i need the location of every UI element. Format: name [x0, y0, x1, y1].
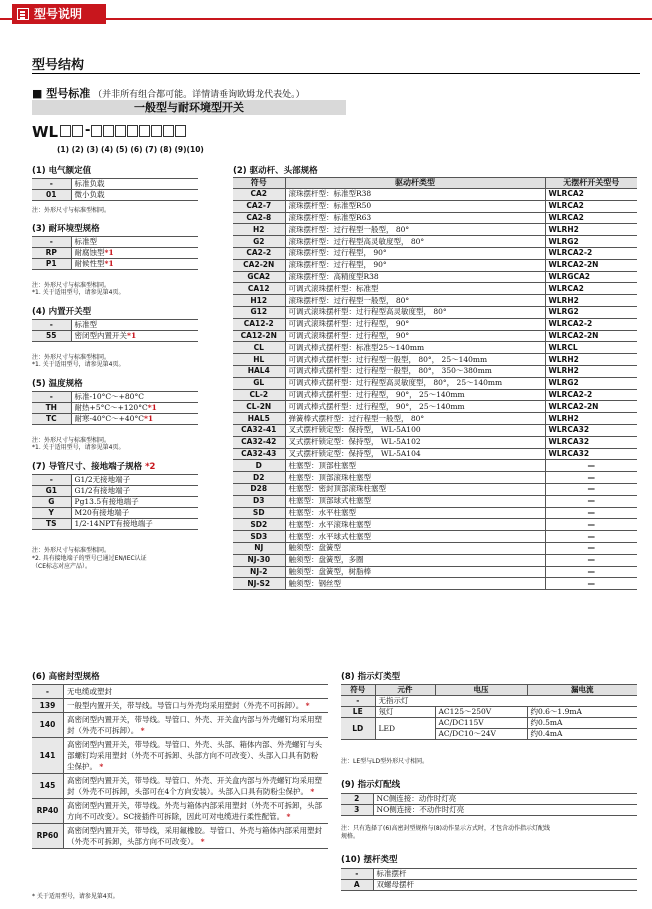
table-row: - G1/2无接地端子: [32, 475, 198, 486]
table-row: - 无指示灯: [341, 696, 637, 707]
s4-note1: 注：外形尺寸与标准型相同。: [32, 437, 111, 444]
standard-label: ■ 型号标准: [32, 87, 91, 100]
table-row: AC/DC10～24V 约0.4mA: [341, 729, 637, 740]
table-row: G12 可调式滚珠摆杆型：过行程型高灵敏度型， 80° WLRG2: [233, 306, 637, 318]
s9-table: [341, 793, 637, 816]
table-row: HAL5 弹簧棒式摆杆型：过行程型一般型， 80° WLRH2: [233, 413, 637, 425]
table-row: 139 一般型内置开关，带导线。导管口与外壳均采用塑封（外壳不可拆卸）。 *: [32, 699, 328, 713]
s3-note1: 注：外形尺寸与标准型相同。: [32, 354, 111, 361]
table-row: CL-2N 可调式棒式摆杆型：过行程型， 90°， 25～140mm WLRCA2-2N: [233, 401, 637, 413]
table-row: 141 高密闭型内置开关，带导线。导管口、外壳、头部、箱体内部、外壳螺钉与头部螺钉均采用塑封（外壳不可拆卸、头部方向不可改变）、头部入口具有防粉尘保护。 *: [32, 738, 328, 774]
table-row: CA2-2N 滚珠摆杆型：过行程型， 90° WLRCA2-2N: [233, 259, 637, 271]
table-row: SD3 柱塞型：水平球式柱塞型 —: [233, 531, 637, 543]
s2-note2: *1. 关于适用型号，请参见第4页。: [32, 289, 125, 296]
s1-note: 注：外形尺寸与标准型相同。: [32, 207, 111, 214]
s8-title: (8) 指示灯类型: [341, 672, 401, 682]
table-row: H2 滚珠摆杆型：过行程型一般型， 80° WLRH2: [233, 224, 637, 236]
table-row: H12 滚珠摆杆型：过行程型一般型， 80° WLRH2: [233, 295, 637, 307]
table-row: 01 微小负载: [32, 190, 198, 201]
title-rule: [32, 73, 640, 74]
table-row: RP40 高密闭型内置开关，带导线。外壳与箱体内部采用塑封（外壳不可拆卸，头部方向不可改变）。SC接插件可拆除，因此可对电缆进行柔性配管。 *: [32, 799, 328, 824]
table-row: CA2-2 滚珠摆杆型：过行程型， 90° WLRCA2-2: [233, 247, 637, 259]
s9-note1: 注：只有选择了(6)高密封型规格与(8)动作显示方式时，才包含动作指示灯配线: [341, 825, 550, 832]
page-title: 型号结构: [32, 58, 85, 73]
s3-note2: *1. 关于适用型号，请参见第4页。: [32, 361, 125, 368]
table-row: RP60 高密闭型内置开关，带导线，采用氟橡胶。导管口、外壳与箱体内部采用塑封（外壳不可拆卸，头部方向不可改变）。 *: [32, 824, 328, 849]
table-row: TS 1/2-14NPT有接地端子: [32, 519, 198, 530]
code-sep: -: [85, 123, 91, 138]
table-row: - 标准型: [32, 320, 198, 331]
s8-note: 注：LE型与LD型外形尺寸相同。: [341, 758, 429, 765]
seal-table: [32, 684, 328, 849]
table-row: CA2-7 滚珠摆杆型：标准型R50 WLRCA2: [233, 200, 637, 212]
table-row: RP 耐腐蚀型*1: [32, 248, 198, 259]
table-row: P1 耐候性型*1: [32, 259, 198, 270]
table-row: CL-2 可调式棒式摆杆型：过行程型， 90°， 25～140mm WLRCA2-2: [233, 389, 637, 401]
s5-note3: （CE标志对应产品）。: [32, 563, 91, 570]
s2-table: [32, 236, 198, 270]
table-row: CA12 可调式滚珠摆杆型：标准型 WLRCA2: [233, 283, 637, 295]
table-row: GCA2 滚珠摆杆型：高精度型R38 WLRGCA2: [233, 271, 637, 283]
table-row: 140 高密闭型内置开关，带导线。导管口、外壳、开关盒内部与外壳螺钉均采用塑封（外壳不可拆卸）。 *: [32, 713, 328, 738]
table-row: CA12-2 可调式滚珠摆杆型：过行程型， 90° WLRCA2-2: [233, 318, 637, 330]
table-row: SD 柱塞型：水平柱塞型 —: [233, 507, 637, 519]
table-row: HL 可调式棒式摆杆型：过行程型一般型， 80°， 25～140mm WLRH2: [233, 354, 637, 366]
s4-table: [32, 391, 198, 425]
table-row: TC 耐寒-40°C～+40°C*1: [32, 414, 198, 425]
table-row: CL 可调式棒式摆杆型：标准型25～140mm WLRCL: [233, 342, 637, 354]
table-row: 3 NO侧连接：不动作时灯亮: [341, 805, 637, 816]
table-row: G1 G1/2有接地端子: [32, 486, 198, 497]
table-row: HAL4 可调式棒式摆杆型：过行程型一般型， 80°， 350～380mm WLRH2: [233, 365, 637, 377]
code-boxes: [60, 125, 187, 137]
s1-title: (1) 电气额定值: [32, 166, 92, 176]
table-row: NJ 触须型：盘簧型 —: [233, 542, 637, 554]
table-row: NJ-30 触须型：盘簧型，多圈 —: [233, 554, 637, 566]
table-row: CA32-43 叉式摆杆锁定型：保持型， WL-5A104 WLRCA32: [233, 448, 637, 460]
standard-line: [32, 85, 305, 101]
table-row: LE 氖灯 AC125～250V 约0.6～1.9mA: [341, 707, 637, 718]
section-tab: [12, 4, 106, 24]
table-row: CA2 滚珠摆杆型：标准型R38 WLRCA2: [233, 189, 637, 201]
table-row: NJ-S2 触须型：钢丝型 —: [233, 578, 637, 590]
table-row: NJ-2 触须型：盘簧型，树脂棒 —: [233, 566, 637, 578]
table-row: D 柱塞型：顶部柱塞型 —: [233, 460, 637, 472]
s6-title: (6) 高密封型规格: [32, 672, 100, 682]
s4-title: (5) 温度规格: [32, 379, 83, 389]
table-row: CA2-8 滚珠摆杆型：标准型R63 WLRCA2: [233, 212, 637, 224]
s5-table: [32, 474, 198, 530]
s1-table: [32, 178, 198, 201]
standard-note: （并非所有组合都可能。详情请垂询欧姆龙代表处。）: [93, 90, 305, 100]
s10-title: (10) 摆杆类型: [341, 855, 398, 865]
code-prefix: WL: [32, 123, 59, 141]
table-row: LD LED AC/DC115V 约0.5mA: [341, 718, 637, 729]
s9-title: (9) 指示灯配线: [341, 780, 401, 790]
type-banner: 一般型与耐环境型开关: [32, 100, 346, 115]
table-row: D3 柱塞型：顶部球式柱塞型 —: [233, 495, 637, 507]
document-icon: [17, 8, 29, 20]
s2-title: (3) 耐环境型规格: [32, 224, 100, 234]
table-row: - 标准负载: [32, 179, 198, 190]
table-row: - 无电缆或塑封: [32, 685, 328, 699]
table-row: A 双螺母摆杆: [341, 880, 637, 891]
code-index: (1) (2) (3) (4) (5) (6) (7) (8) (9)(10): [57, 145, 204, 154]
s2b-title: (2) 驱动杆、头部规格: [233, 166, 318, 176]
s3-table: [32, 319, 198, 342]
s3-title: (4) 内置开关型: [32, 307, 92, 317]
table-row: CA32-42 叉式摆杆锁定型：保持型， WL-5A102 WLRCA32: [233, 436, 637, 448]
table-row: TH 耐热+5°C～+120°C*1: [32, 403, 198, 414]
s6-note: * 关于适用型号，请参见第4页。: [32, 893, 119, 900]
s5-note2: *2. 具有接地端子的型号已通过EN/IEC认证: [32, 555, 147, 562]
table-row: SD2 柱塞型：水平滚珠柱塞型 —: [233, 519, 637, 531]
s5-note1: 注：外形尺寸与标准型相同。: [32, 547, 111, 554]
s4-note2: *1. 关于适用型号，请参见第4页。: [32, 444, 125, 451]
table-row: CA12-2N 可调式滚珠摆杆型：过行程型， 90° WLRCA2-2N: [233, 330, 637, 342]
s5-title: (7) 导管尺寸、接地端子规格 *2: [32, 462, 156, 472]
table-row: GL 可调式棒式摆杆型：过行程型高灵敏度型， 80°， 25～140mm WLRG2: [233, 377, 637, 389]
table-row: D2 柱塞型：顶部滚珠柱塞型 —: [233, 472, 637, 484]
lever-table: 符号 驱动杆类型 无摆杆开关型号 CA2 滚珠摆杆型：标准型R38 WLRCA2 CA2-7 滚珠摆杆型：标准型R50 WLRCA2 CA2-8 滚珠摆杆型：标准型R63 WLRCA2 H2 滚珠摆杆型：过行程型一般型， 80° WLRH2 G2 滚珠摆杆型：过行程型高灵敏度型， 80° WLRG2 CA2-2 滚珠摆杆型：过行程型， 90° WLRCA2-2 CA2-2N 滚珠摆杆型：过行程型， 90° WLRCA2-2N GCA2 滚珠摆杆型：高精度型R38 WLRGCA2 CA12 可调式滚珠摆杆型：标准型 WLRCA2 H12 滚珠摆杆型：过行程型一般型， 80° WLRH2 G12 可调式滚珠摆杆型：过行程型高灵敏度型， 80° WLRG2 CA12-2 可调式滚珠摆杆型：过行程型， 90° WLRCA2-2 CA12-2N 可调式滚珠摆杆型：过行程型， 90° WLRCA2-2N CL 可调式棒式摆杆型：标准型25～140mm WLRCL HL 可调式棒式摆杆型：过行程型一般型， 80°， 25～140mm WLRH2 HAL4 可调式棒式摆杆型：过行程型一般型， 80°， 350～380mm WLRH2 GL 可调式棒式摆杆型：过行程型高灵敏度型， 80°， 25～140mm WLRG2 CL-2 可调式棒式摆杆型：过行程型， 90°， 25～140mm WLRCA2-2 CL-2N 可调式棒式摆杆型：过行程型， 90°， 25～140mm WLRCA2-2N HAL5 弹簧棒式摆杆型：过行程型一般型， 80° WLRH2 CA32-41 叉式摆杆锁定型：保持型， WL-5A100 WLRCA32 CA32-42 叉式摆杆锁定型：保持型， WL-5A102 WLRCA32 CA32-43 叉式摆杆锁定型：保持型， WL-5A104 WLRCA32 D 柱塞型：顶部柱塞型 — D2 柱塞型：顶部滚珠柱塞型 — D28 柱塞型：密封顶部滚珠柱塞型 — D3 柱塞型：顶部球式柱塞型 — SD 柱塞型：水平柱塞型 — SD2 柱塞型：水平滚珠柱塞型 — SD3 柱塞型：水平球式柱塞型 — NJ 触须型：盘簧型 — NJ-30 触须型：盘簧型，多圈 — NJ-2 触须型：盘簧型，树脂棒 — NJ-S2 触须型：钢丝型 —: [233, 177, 637, 590]
table-row: CA32-41 叉式摆杆锁定型：保持型， WL-5A100 WLRCA32: [233, 424, 637, 436]
s9-note2: 规格。: [341, 833, 360, 840]
table-row: Y M20有接地端子: [32, 508, 198, 519]
table-row: - 标准-10°C～+80°C: [32, 392, 198, 403]
table-row: G2 滚珠摆杆型：过行程型高灵敏度型， 80° WLRG2: [233, 236, 637, 248]
s2-note1: 注：外形尺寸与标准型相同。: [32, 282, 111, 289]
table-row: - 标准摆杆: [341, 869, 637, 880]
table-row: G Pg13.5有接地端子: [32, 497, 198, 508]
table-row: 145 高密闭型内置开关，带导线。导管口、外壳、开关盒内部与外壳螺钉均采用塑封（外壳不可拆卸，头部可在4个方向安装）。头部入口具有防粉尘保护。 *: [32, 774, 328, 799]
s10-table: [341, 868, 637, 891]
table-row: 55 密闭型内置开关*1: [32, 331, 198, 342]
table-row: 2 NC侧连接：动作时灯亮: [341, 794, 637, 805]
indicator-table: 符号 元件 电压 漏电流 - 无指示灯 LE 氖灯 AC125～250V 约0.6～1.9mA LD LED AC/DC115V 约0.5mA AC/DC10～24V 约0.4mA: [341, 684, 637, 740]
table-row: - 标准型: [32, 237, 198, 248]
tab-label: 型号说明: [34, 7, 83, 21]
table-row: D28 柱塞型：密封顶部滚珠柱塞型 —: [233, 483, 637, 495]
